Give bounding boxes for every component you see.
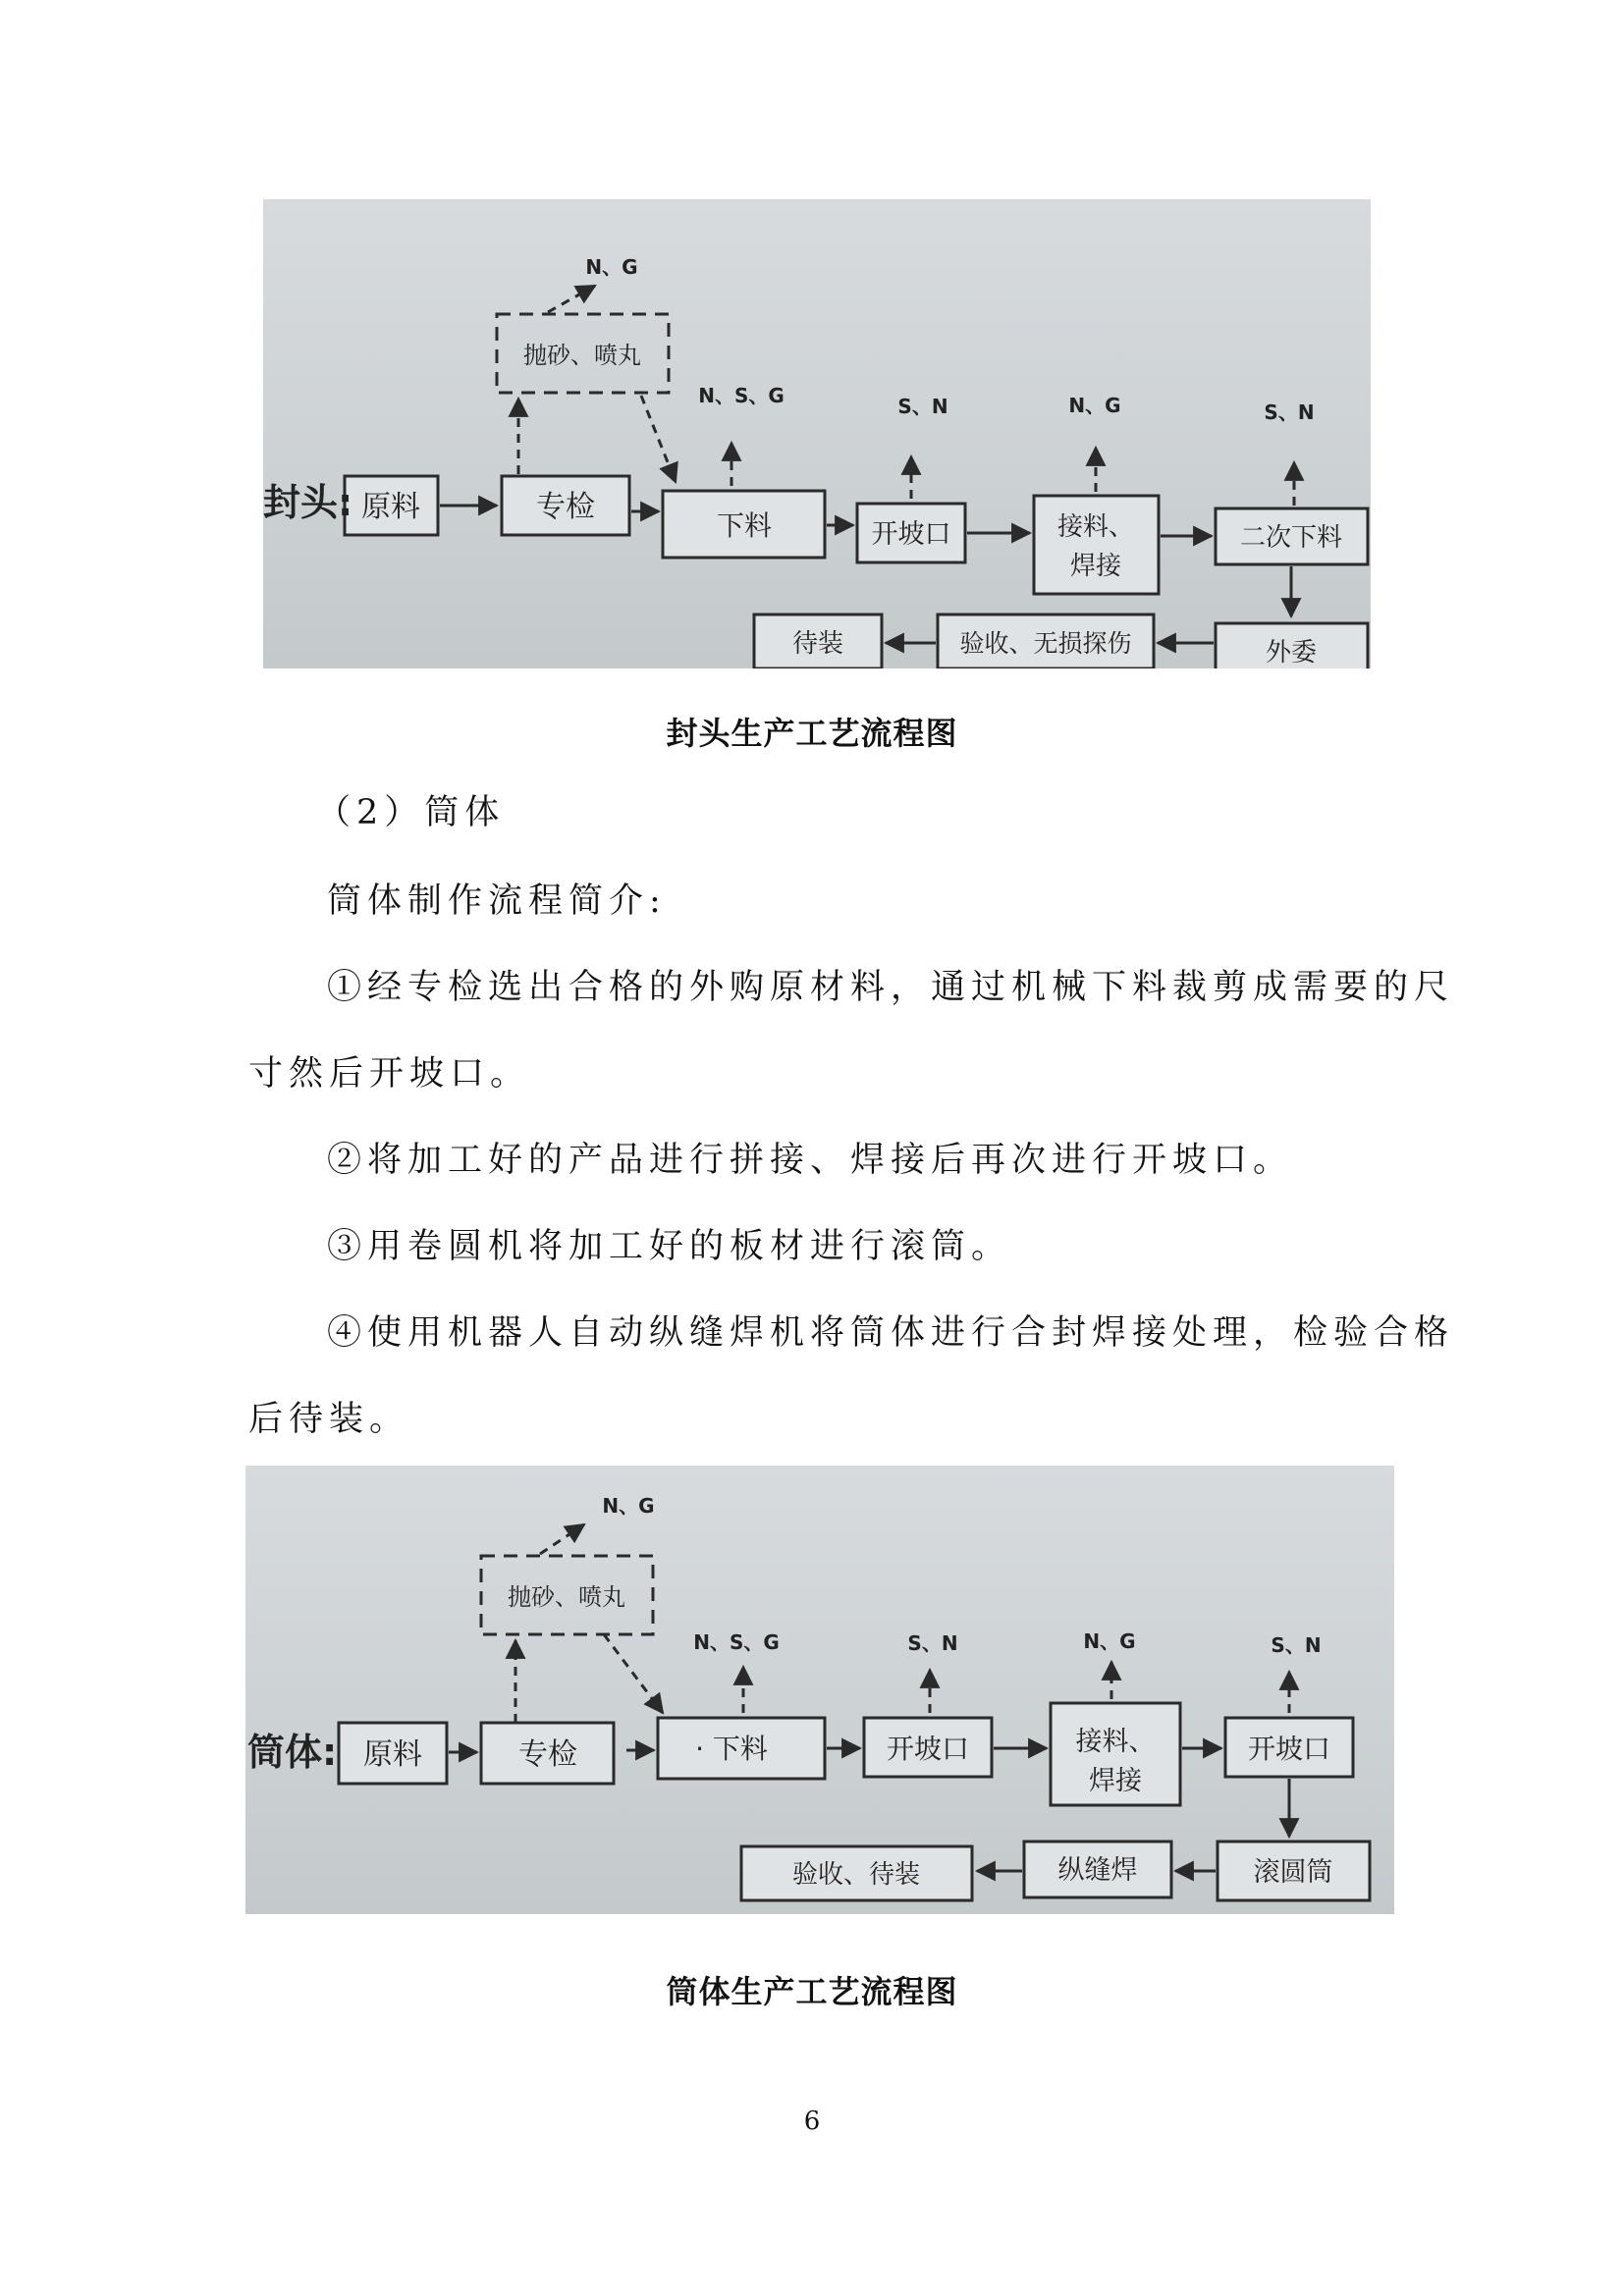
figure-2-caption: 筒体生产工艺流程图: [666, 1973, 958, 2010]
step-3: ③用卷圆机将加工好的板材进行滚筒。: [327, 1227, 1012, 1266]
step-4-line-2: 后待装。: [248, 1400, 410, 1439]
figure-1-side-label: 封头:: [263, 481, 353, 524]
node-bevel-label: 开坡口: [886, 1733, 970, 1765]
emission-cut-label: N、S、G: [693, 1630, 780, 1654]
node-bevel-label: 开坡口: [871, 519, 951, 550]
node-blast-label: 抛砂、喷丸: [508, 1583, 625, 1611]
step-2: ②将加工好的产品进行拼接、焊接后再次进行开坡口。: [327, 1141, 1294, 1180]
emission-join-label: N、G: [1083, 1629, 1136, 1653]
node-roll-label: 滚圆筒: [1253, 1857, 1333, 1888]
emission-bevel-label: S、N: [907, 1631, 958, 1655]
step-4-line-1: ④使用机器人自动纵缝焊机将筒体进行合封焊接处理，检验合格: [327, 1313, 1455, 1353]
emission-recut-label: S、N: [1264, 400, 1315, 424]
node-ndt-label: 验收、无损探伤: [959, 629, 1132, 658]
emission-join-label: N、G: [1068, 394, 1121, 417]
node-bevel2-label: 开坡口: [1247, 1733, 1331, 1765]
section-heading: （2）筒体: [316, 793, 506, 832]
node-inspect-label: 专检: [518, 1737, 577, 1772]
step-1-line-2: 寸然后开坡口。: [248, 1054, 531, 1094]
page-number: 6: [803, 2107, 821, 2136]
emission-bevel-label: S、N: [897, 395, 948, 418]
node-join-label-2: 焊接: [1069, 552, 1122, 581]
node-blast-label: 抛砂、喷丸: [523, 342, 641, 369]
node-inspect-label: 专检: [536, 490, 595, 524]
figure-1-photo: [263, 199, 1371, 668]
section-intro: 筒体制作流程简介:: [327, 881, 667, 921]
figure-1-caption: 封头生产工艺流程图: [666, 715, 958, 752]
figure-2-side-label: 筒体:: [247, 1731, 338, 1774]
node-outsource-label: 外委: [1265, 638, 1318, 667]
figure-2-photo: [245, 1466, 1394, 1914]
node-accept-label: 验收、待装: [791, 1860, 921, 1890]
node-join-label-1: 接料、: [1075, 1727, 1156, 1757]
emission-bevel2-label: S、N: [1271, 1633, 1322, 1657]
node-join-label-2: 焊接: [1089, 1766, 1142, 1796]
node-seam-label: 纵缝焊: [1057, 1855, 1138, 1886]
node-join-label-1: 接料、: [1056, 512, 1135, 542]
emission-blast-label: N、G: [585, 255, 638, 279]
figure-1-flowchart: [263, 199, 1371, 668]
emission-cut-label: N、S、G: [698, 384, 785, 407]
node-raw-label: 原料: [361, 490, 420, 524]
node-cut-label: · 下料: [695, 1733, 768, 1765]
node-cut-label: 下料: [716, 509, 773, 542]
node-recut-label: 二次下料: [1239, 523, 1343, 553]
emission-blast-label: N、G: [602, 1494, 655, 1518]
step-1-line-1: ①经专检选出合格的外购原材料，通过机械下料裁剪成需要的尺: [327, 968, 1455, 1007]
figure-2-flowchart: [245, 1466, 1394, 1914]
node-wait-label: 待装: [791, 629, 844, 659]
node-raw-label: 原料: [363, 1737, 422, 1772]
